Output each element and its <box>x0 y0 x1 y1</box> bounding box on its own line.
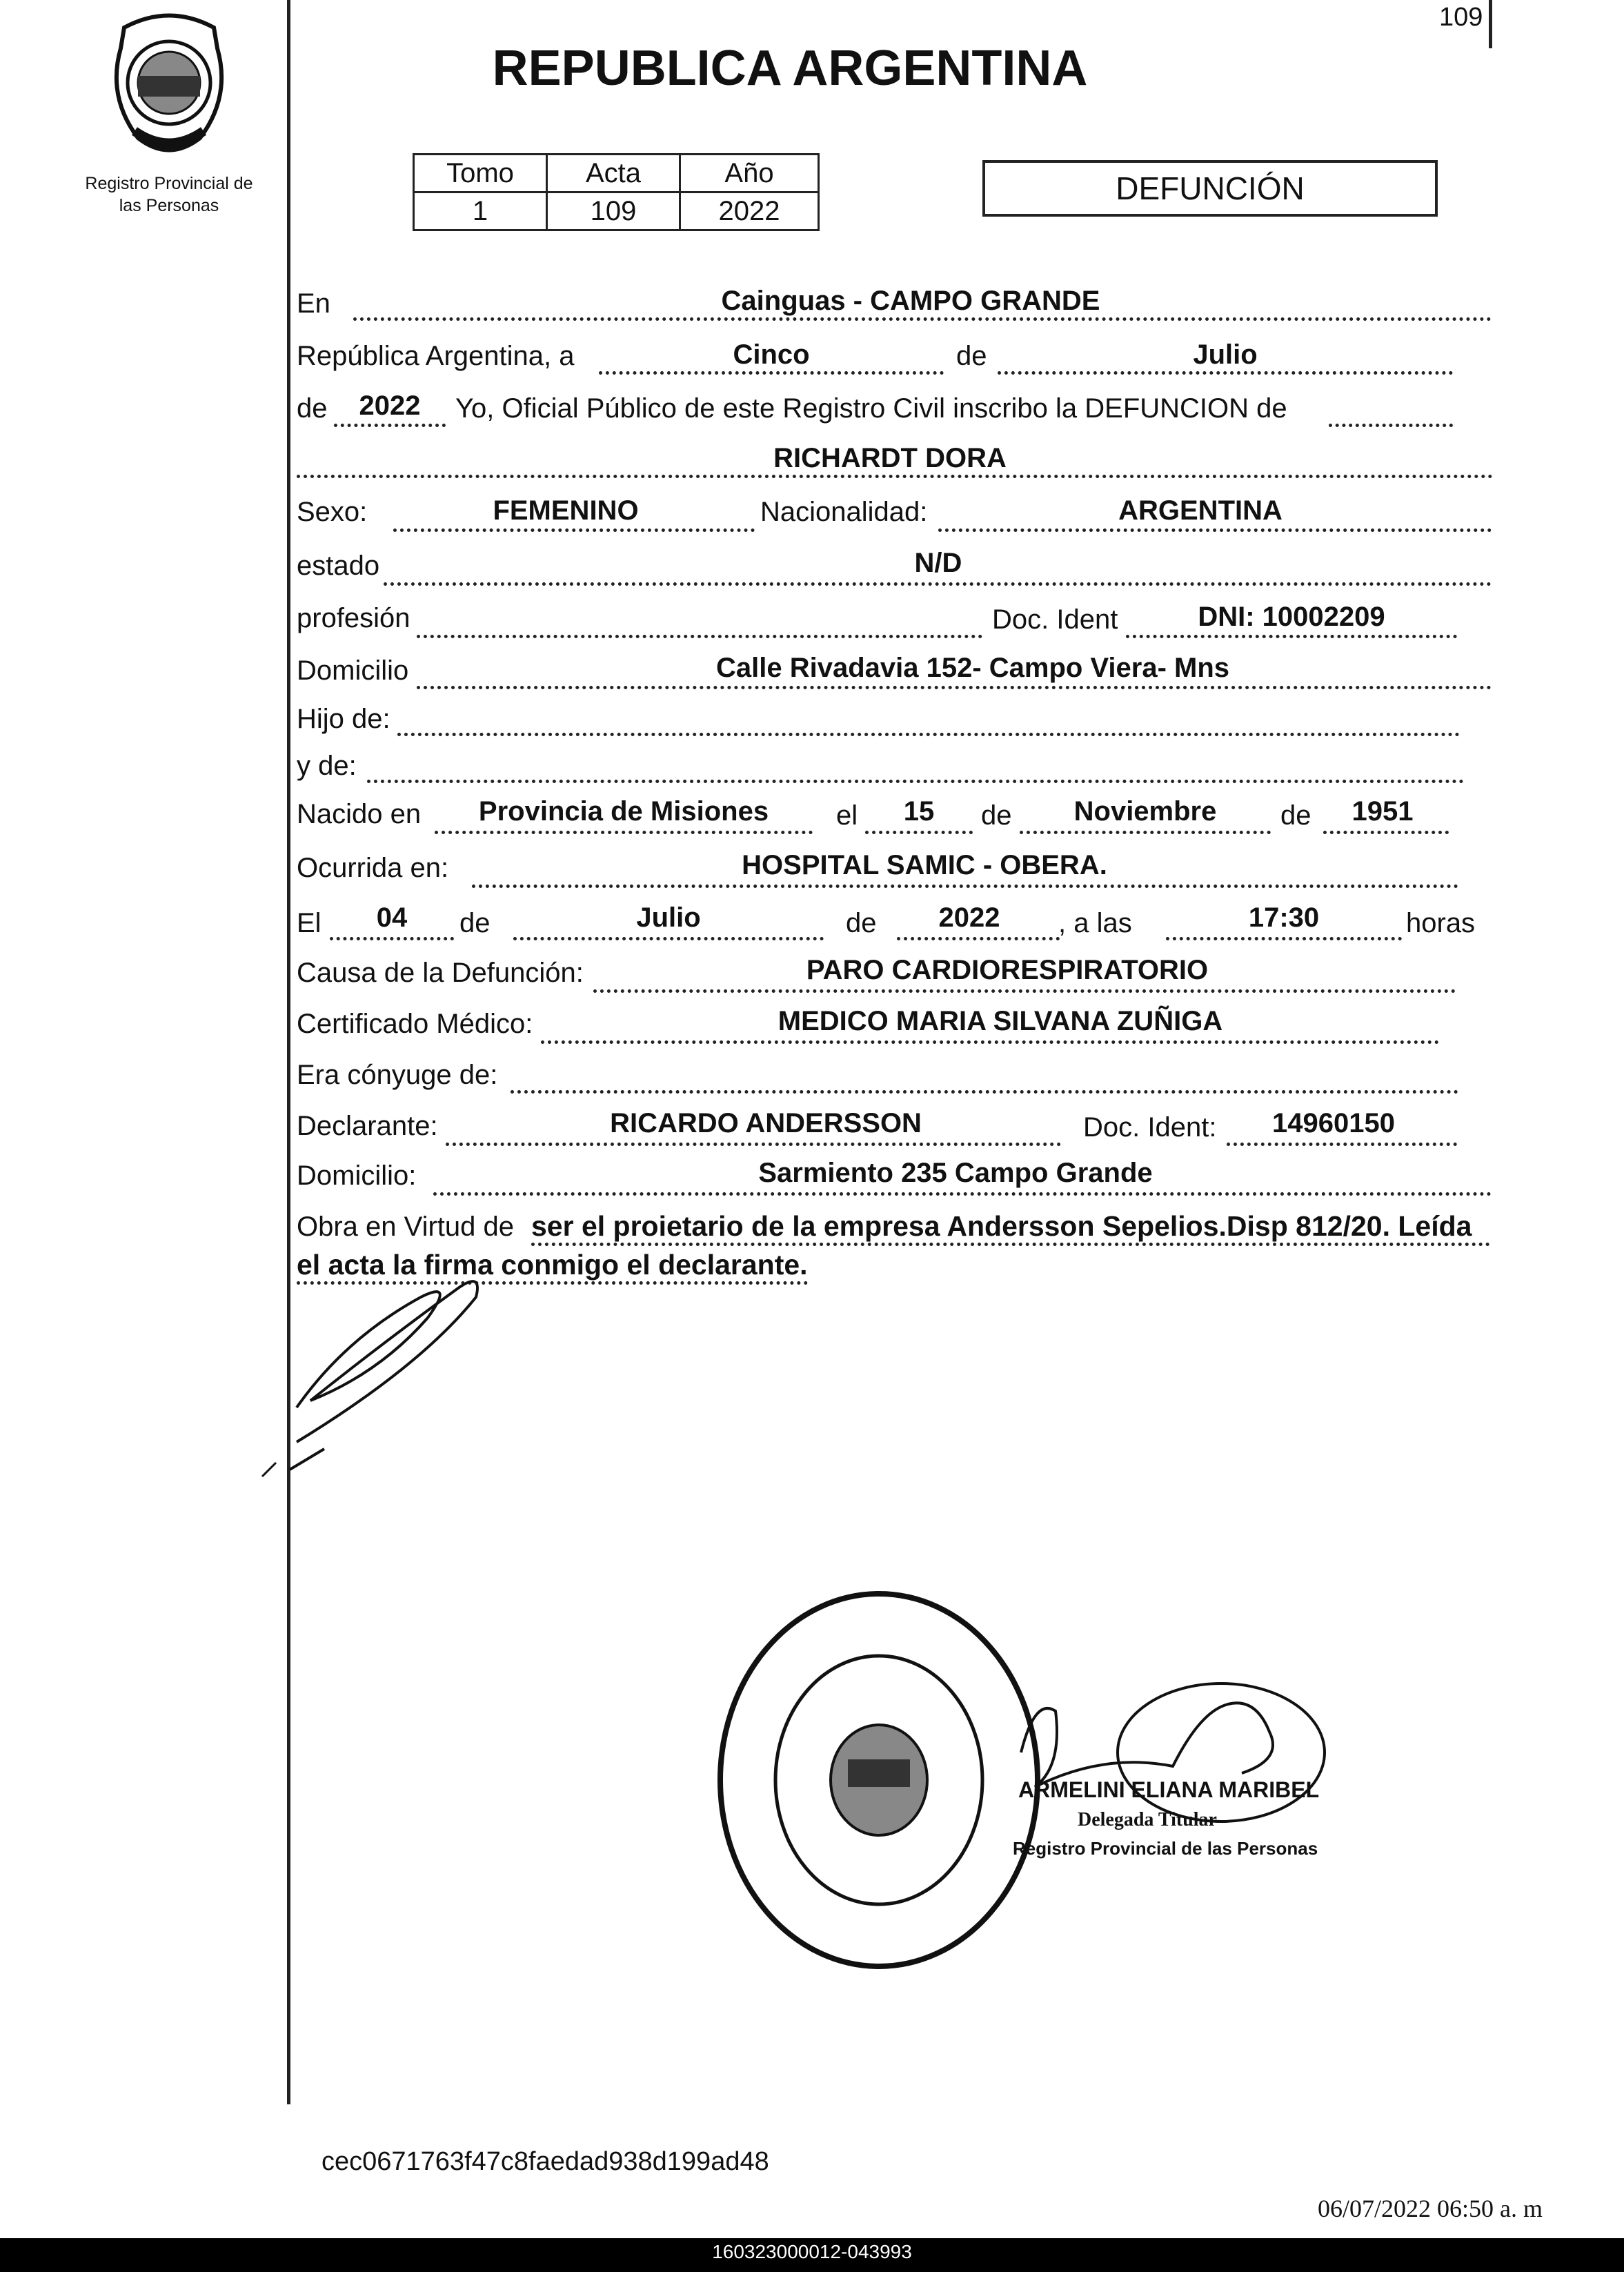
label-de-birth: de <box>981 800 1012 831</box>
dotted-line <box>433 1192 1492 1196</box>
label-sexo: Sexo: <box>297 497 368 527</box>
label-certificado: Certificado Médico: <box>297 1009 533 1039</box>
dotted-line <box>384 582 1492 586</box>
value-domicilio: Calle Rivadavia 152- Campo Viera- Mns <box>715 653 1230 683</box>
label-domicilio-declarante: Domicilio: <box>297 1160 417 1191</box>
value-place: Cainguas - CAMPO GRANDE <box>721 286 1100 316</box>
label-doc-ident: Doc. Ident <box>992 604 1118 635</box>
label-horas: horas <box>1406 908 1476 938</box>
dotted-line <box>435 831 813 834</box>
label-ocurrida-en: Ocurrida en: <box>297 853 449 883</box>
value-obra-line-2: el acta la firma conmigo el declarante. <box>297 1249 808 1285</box>
issuer-line-2: las Personas <box>119 196 219 215</box>
page-title: REPUBLICA ARGENTINA <box>492 41 1088 96</box>
barcode-text: 160323000012-043993 <box>712 2241 912 2262</box>
value-tomo: 1 <box>414 192 547 230</box>
label-el: el <box>836 800 858 831</box>
dotted-line <box>472 885 1458 888</box>
label-declarante: Declarante: <box>297 1111 438 1141</box>
label-y-de: y de: <box>297 751 357 781</box>
label-a-las: , a las <box>1058 908 1132 938</box>
value-estado: N/D <box>914 548 962 578</box>
value-death-day: 04 <box>376 902 408 933</box>
dotted-line <box>417 686 1492 689</box>
label-obra-en: Obra en Virtud de <box>297 1212 515 1242</box>
dotted-line <box>1020 831 1271 834</box>
print-timestamp: 06/07/2022 06:50 a. m <box>1318 2195 1543 2222</box>
dotted-line <box>865 831 973 834</box>
dotted-line <box>1166 937 1402 940</box>
dotted-line <box>353 317 1492 321</box>
dotted-line <box>599 371 944 375</box>
value-sexo: FEMENINO <box>493 495 639 526</box>
page-number: 109 <box>1439 3 1483 32</box>
record-type-box: DEFUNCIÓN <box>982 160 1438 217</box>
value-death-month: Julio <box>636 902 701 933</box>
label-de-birth-year: de <box>1280 800 1311 831</box>
reference-table <box>413 153 820 231</box>
value-declarante: RICARDO ANDERSSON <box>610 1108 922 1138</box>
label-de: de <box>956 341 987 371</box>
province-seal-icon <box>97 7 241 159</box>
header-anio: Año <box>680 155 819 192</box>
label-de-year: de <box>297 393 328 424</box>
dotted-line <box>1329 424 1453 427</box>
reference-value-row <box>414 192 819 230</box>
value-obra-line-1: ser el proietario de la empresa Andersson Sepelios.Disp 812/20. Leída <box>531 1210 1490 1246</box>
label-profesion: profesión <box>297 603 410 633</box>
value-birth-month: Noviembre <box>1073 796 1217 827</box>
label-de-death: de <box>459 908 491 938</box>
label-causa: Causa de la Defunción: <box>297 958 584 988</box>
value-anio: 2022 <box>680 192 819 230</box>
label-domicilio: Domicilio <box>297 655 409 686</box>
value-nacionalidad: ARGENTINA <box>1118 495 1283 526</box>
label-conyuge: Era cónyuge de: <box>297 1060 498 1090</box>
label-el-cap: El <box>297 908 321 938</box>
label-republica: República Argentina, a <box>297 341 575 371</box>
dotted-line <box>593 989 1456 993</box>
dotted-line <box>330 937 454 940</box>
document-hash: cec0671763f47c8faedad938d199ad48 <box>321 2147 769 2176</box>
value-certificado: MEDICO MARIA SILVANA ZUÑIGA <box>778 1006 1223 1036</box>
value-doc-ident: DNI: 10002209 <box>1198 602 1385 632</box>
dotted-line <box>511 1090 1458 1094</box>
dotted-line <box>1126 635 1457 638</box>
value-nacido-en: Provincia de Misiones <box>478 796 769 827</box>
dotted-line <box>393 529 755 532</box>
label-doc-ident-declarante: Doc. Ident: <box>1083 1112 1217 1143</box>
dotted-line <box>397 733 1460 736</box>
label-en: En <box>297 288 330 319</box>
value-death-year: 2022 <box>938 902 1000 933</box>
value-year: 2022 <box>359 391 421 421</box>
dotted-line <box>897 937 1060 940</box>
official-title: Delegada Titular <box>1078 1809 1217 1830</box>
official-name: ARMELINI ELIANA MARIBEL <box>1018 1777 1320 1802</box>
value-birth-year: 1951 <box>1351 796 1414 827</box>
dotted-line <box>367 780 1464 783</box>
left-border <box>287 0 290 2104</box>
declarant-signature <box>248 1242 607 1490</box>
header-tomo: Tomo <box>414 155 547 192</box>
label-nacionalidad: Nacionalidad: <box>760 497 928 527</box>
dotted-line <box>541 1040 1439 1044</box>
official-org: Registro Provincial de las Personas <box>1013 1838 1318 1859</box>
value-acta: 109 <box>547 192 680 230</box>
dotted-line <box>334 424 446 427</box>
header-acta: Acta <box>547 155 680 192</box>
dotted-line <box>446 1143 1061 1146</box>
value-birth-day: 15 <box>903 796 935 827</box>
dotted-line <box>417 635 982 638</box>
right-border <box>1489 0 1492 48</box>
label-nacido-en: Nacido en <box>297 799 422 829</box>
dotted-line <box>297 475 1493 478</box>
value-declarante-domicilio: Sarmiento 235 Campo Grande <box>758 1158 1153 1188</box>
value-day-word: Cinco <box>733 339 810 370</box>
dotted-line <box>938 529 1492 532</box>
dotted-line <box>1227 1143 1457 1146</box>
value-month: Julio <box>1193 339 1258 370</box>
reference-header-row <box>414 155 819 192</box>
value-ocurrida-en: HOSPITAL SAMIC - OBERA. <box>742 850 1107 880</box>
text-yo-oficial: Yo, Oficial Público de este Registro Civil inscribo la DEFUNCION de <box>455 393 1287 424</box>
value-death-time: 17:30 <box>1248 902 1320 933</box>
value-declarante-doc: 14960150 <box>1272 1108 1395 1138</box>
dotted-line <box>998 371 1453 375</box>
value-causa: PARO CARDIORESPIRATORIO <box>806 955 1209 985</box>
issuer-line-1: Registro Provincial de <box>85 174 253 193</box>
label-estado: estado <box>297 551 380 581</box>
dotted-line <box>513 937 824 940</box>
label-hijo-de: Hijo de: <box>297 704 390 734</box>
dotted-line <box>1323 831 1449 834</box>
value-deceased-name: RICHARDT DORA <box>773 443 1007 473</box>
label-de-death-year: de <box>846 908 877 938</box>
